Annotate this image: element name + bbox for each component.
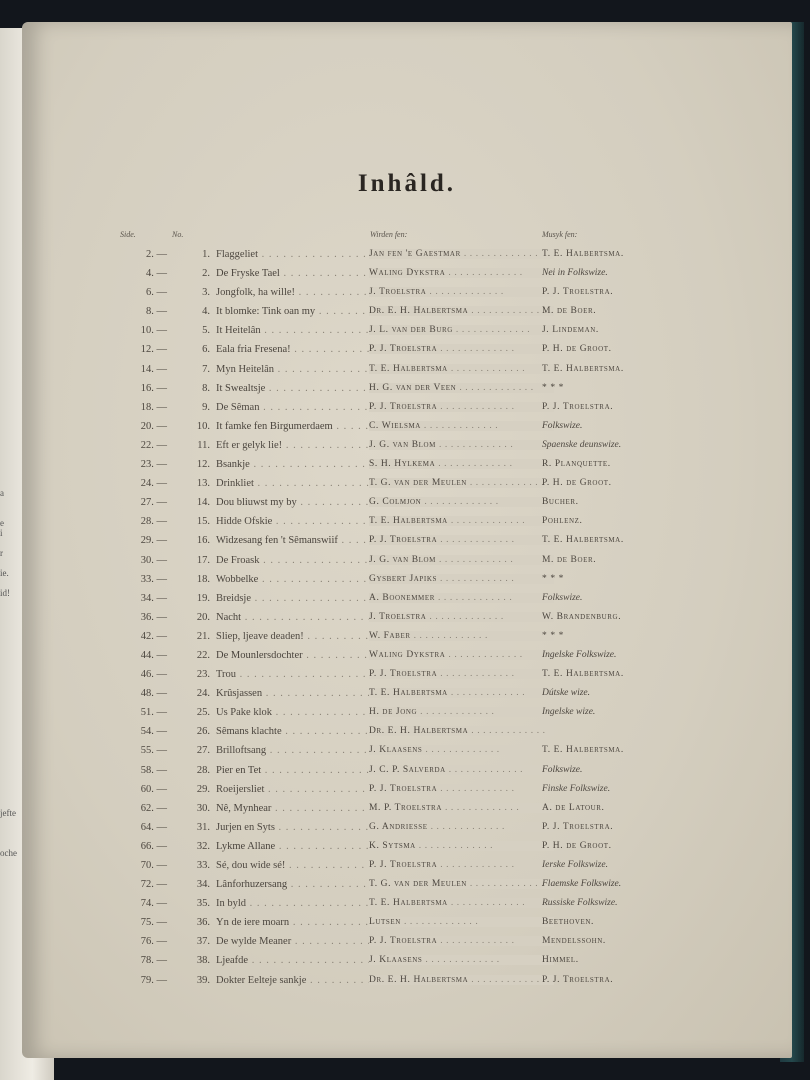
- toc-song-number: 1.: [202, 249, 210, 260]
- toc-page-number: 29. —: [140, 535, 167, 547]
- toc-composer: Finske Folkswize.: [542, 783, 611, 794]
- toc-page-number: 34. —: [140, 592, 167, 604]
- toc-composer: Ingelske wize.: [542, 707, 596, 718]
- toc-composer: M. de Boer.: [542, 306, 597, 317]
- toc-composer: R. Planquette.: [542, 459, 611, 470]
- toc-song-number: 9.: [202, 401, 210, 413]
- toc-song-title: Sé, dou wide sé! . . .: [216, 860, 376, 871]
- toc-song-title: Dou bliuwst my by . . .: [216, 497, 376, 508]
- toc-song-title: Jongfolk, ha wille! . . .: [216, 287, 376, 298]
- toc-lyricist: Dr. E. H. Halbertsma . . .: [369, 975, 554, 985]
- toc-lyricist: H. G. van der Veen . . .: [369, 383, 554, 393]
- toc-row: [22, 857, 792, 876]
- toc-lyricist: P. J. Troelstra . . .: [369, 535, 554, 545]
- toc-row: [22, 571, 792, 590]
- toc-song-title: Lânforhuzersang . . .: [216, 879, 376, 890]
- toc-composer: Dútske wize.: [542, 688, 591, 699]
- toc-song-number: 27.: [196, 745, 210, 757]
- toc-row: [22, 781, 792, 800]
- book-page: [22, 22, 792, 1058]
- toc-row: [22, 895, 792, 914]
- toc-row: [22, 666, 792, 685]
- toc-row: [22, 532, 792, 551]
- toc-row: [22, 838, 792, 857]
- left-page-fragment: oche: [0, 848, 17, 858]
- left-page-fragment: ie.: [0, 568, 9, 578]
- toc-row: [22, 647, 792, 666]
- toc-row: [22, 380, 792, 399]
- toc-row: [22, 361, 792, 380]
- toc-page-number: 55. —: [140, 745, 167, 757]
- toc-song-title: Trou . . .: [216, 669, 376, 680]
- toc-song-title: Us Pake klok . . .: [216, 707, 376, 718]
- toc-page-number: 22. —: [140, 439, 167, 451]
- toc-page-number: 75. —: [140, 917, 167, 929]
- toc-song-number: 29.: [196, 783, 210, 795]
- toc-page-number: 60. —: [140, 783, 167, 795]
- toc-row: [22, 590, 792, 609]
- toc-song-number: 18.: [196, 573, 210, 585]
- toc-song-title: Jurjen en Syts . . .: [216, 822, 376, 833]
- toc-song-number: 16.: [196, 535, 210, 547]
- toc-page-number: 20. —: [140, 420, 167, 432]
- toc-page-number: 24. —: [140, 478, 167, 490]
- toc-lyricist: T. G. van der Meulen . . .: [369, 478, 554, 488]
- toc-row: [22, 265, 792, 284]
- toc-page-number: 78. —: [140, 955, 167, 967]
- toc-song-number: 28.: [196, 764, 210, 776]
- toc-page-number: 27. —: [140, 497, 167, 509]
- toc-song-number: 13.: [196, 478, 210, 490]
- toc-composer: T. E. Halbertsma.: [542, 745, 624, 756]
- toc-page-number: 36. —: [140, 611, 167, 623]
- toc-row: [22, 819, 792, 838]
- toc-row: [22, 246, 792, 265]
- toc-composer: Spaenske deunswize.: [542, 439, 622, 450]
- toc-song-title: Yn de iere moarn . . .: [216, 917, 376, 928]
- toc-song-title: De Froask . . .: [216, 555, 376, 566]
- toc-song-number: 24.: [196, 688, 210, 700]
- toc-song-title: Roeijersliet . . .: [216, 784, 376, 795]
- toc-song-title: It Heitelân . . .: [216, 325, 376, 336]
- toc-composer: P. H. de Groot.: [542, 478, 612, 489]
- toc-song-title: Lykme Allane . . .: [216, 841, 376, 852]
- toc-row: [22, 914, 792, 933]
- toc-song-title: Myn Heitelân . . .: [216, 364, 376, 375]
- toc-page-number: 66. —: [140, 840, 167, 852]
- toc-song-number: 22.: [196, 649, 210, 661]
- toc-lyricist: T. E. Halbertsma . . .: [369, 364, 554, 374]
- toc-song-number: 37.: [196, 936, 210, 948]
- left-page-fragment: r: [0, 548, 3, 558]
- toc-composer: T. E. Halbertsma.: [542, 249, 624, 259]
- toc-song-number: 33.: [196, 860, 210, 871]
- toc-row: [22, 742, 792, 761]
- toc-composer: * * *: [542, 382, 564, 393]
- toc-lyricist: J. G. van Blom . . .: [369, 440, 554, 450]
- toc-row: [22, 322, 792, 341]
- toc-song-number: 10.: [196, 420, 210, 432]
- toc-row: [22, 952, 792, 971]
- toc-song-number: 25.: [196, 707, 210, 719]
- toc-page-number: 72. —: [140, 879, 167, 891]
- toc-lyricist: P. J. Troelstra . . .: [369, 669, 554, 679]
- toc-row: [22, 399, 792, 418]
- toc-song-title: Brilloftsang . . .: [216, 745, 376, 756]
- toc-page-number: 23. —: [140, 459, 167, 471]
- toc-page-number: 74. —: [140, 898, 167, 910]
- toc-page-number: 18. —: [140, 401, 167, 413]
- toc-composer: Bucher.: [542, 497, 579, 508]
- toc-song-title: De Sêman . . .: [216, 402, 376, 413]
- toc-song-title: Krûsjassen . . .: [216, 688, 376, 699]
- toc-composer: Folkswize.: [542, 420, 583, 431]
- toc-row: [22, 284, 792, 303]
- header-no: No.: [172, 230, 184, 239]
- toc-composer: * * *: [542, 573, 564, 584]
- toc-composer: Himmel.: [542, 955, 579, 966]
- toc-row: [22, 303, 792, 322]
- toc-page-number: 6. —: [146, 287, 167, 299]
- toc-song-title: Pier en Tet . . .: [216, 765, 376, 776]
- toc-song-title: It blomke: Tink oan my . . .: [216, 306, 376, 317]
- toc-row: [22, 341, 792, 360]
- toc-lyricist: Dr. E. H. Halbertsma . . .: [369, 306, 554, 316]
- toc-page-number: 48. —: [140, 688, 167, 700]
- toc-composer: P. J. Troelstra.: [542, 821, 614, 832]
- toc-page-number: 44. —: [140, 649, 167, 661]
- toc-song-number: 31.: [196, 821, 210, 833]
- toc-lyricist: T. G. van der Meulen . . .: [369, 879, 554, 889]
- toc-row: [22, 552, 792, 571]
- toc-song-number: 8.: [202, 382, 210, 394]
- toc-page-number: 8. —: [146, 306, 167, 318]
- toc-composer: J. Lindeman.: [542, 325, 599, 336]
- toc-song-number: 5.: [202, 325, 210, 337]
- toc-page-number: 64. —: [140, 821, 167, 833]
- toc-composer: A. de Latour.: [542, 802, 605, 813]
- toc-composer: W. Brandenburg.: [542, 611, 622, 622]
- toc-page-number: 2. —: [146, 249, 167, 260]
- header-words: Wirden fen:: [370, 230, 408, 239]
- toc-page-number: 4. —: [146, 268, 167, 280]
- toc-composer: Ingelske Folkswize.: [542, 649, 617, 660]
- toc-page-number: 14. —: [140, 363, 167, 375]
- toc-song-title: In byld . . .: [216, 898, 376, 909]
- toc-row: [22, 456, 792, 475]
- toc-page-number: 33. —: [140, 573, 167, 585]
- toc-page-number: 51. —: [140, 707, 167, 719]
- toc-row: [22, 418, 792, 437]
- toc-row: [22, 876, 792, 895]
- toc-composer: Mendelssohn.: [542, 936, 606, 947]
- toc-page-number: 62. —: [140, 802, 167, 814]
- toc-song-title: It Swealtsje . . .: [216, 383, 376, 394]
- toc-composer: Flaemske Folkswize.: [542, 879, 622, 890]
- toc-song-title: Eala fria Fresena! . . .: [216, 344, 376, 355]
- toc-composer: Folkswize.: [542, 764, 583, 775]
- toc-page-number: 12. —: [140, 344, 167, 356]
- toc-lyricist: A. Boonemmer . . .: [369, 593, 554, 603]
- toc-composer: M. de Boer.: [542, 554, 597, 565]
- toc-row: [22, 800, 792, 819]
- toc-composer: Pohlenz.: [542, 516, 583, 527]
- toc-row: [22, 437, 792, 456]
- toc-row: [22, 475, 792, 494]
- toc-song-number: 7.: [202, 363, 210, 375]
- toc-song-number: 23.: [196, 669, 210, 681]
- toc-song-number: 38.: [196, 955, 210, 967]
- toc-page-number: 70. —: [140, 860, 167, 871]
- toc-song-title: Bsankje . . .: [216, 459, 376, 470]
- toc-row: [22, 723, 792, 742]
- left-page-fragment: i: [0, 528, 3, 538]
- left-page-fragment: id!: [0, 588, 10, 598]
- toc-lyricist: J. Troelstra . . .: [369, 612, 554, 622]
- table-of-contents: [22, 246, 792, 991]
- toc-lyricist: S. H. Hylkema . . .: [369, 459, 554, 469]
- toc-lyricist: Jan fen 'e Gaestmar . . .: [369, 249, 554, 259]
- page-title: Inhâld.: [357, 170, 457, 197]
- toc-song-number: 20.: [196, 611, 210, 623]
- toc-lyricist: P. J. Troelstra . . .: [369, 936, 554, 946]
- toc-song-title: Nacht . . .: [216, 612, 376, 623]
- toc-lyricist: W. Faber . . .: [369, 631, 554, 641]
- toc-song-number: 12.: [196, 459, 210, 471]
- toc-composer: Russiske Folkswize.: [542, 898, 618, 909]
- toc-row: [22, 704, 792, 723]
- toc-lyricist: P. J. Troelstra . . .: [369, 344, 554, 354]
- toc-lyricist: Waling Dykstra . . .: [369, 650, 554, 660]
- toc-lyricist: Waling Dykstra . . .: [369, 268, 554, 278]
- toc-lyricist: Gysbert Japiks . . .: [369, 574, 554, 584]
- toc-song-number: 11.: [197, 439, 210, 451]
- toc-song-title: Widzesang fen 't Sêmanswiif . . .: [216, 535, 376, 546]
- header-side: Side.: [120, 230, 136, 239]
- toc-row: [22, 762, 792, 781]
- toc-lyricist: K. Sytsma . . .: [369, 841, 554, 851]
- toc-song-number: 4.: [202, 306, 210, 318]
- toc-row: [22, 685, 792, 704]
- toc-song-number: 26.: [196, 726, 210, 738]
- toc-song-number: 30.: [196, 802, 210, 814]
- toc-page-number: 10. —: [140, 325, 167, 337]
- toc-lyricist: G. Andriesse . . .: [369, 822, 554, 832]
- toc-lyricist: P. J. Troelstra . . .: [369, 784, 554, 794]
- toc-song-number: 17.: [196, 554, 210, 566]
- toc-lyricist: G. Colmjon . . .: [369, 497, 554, 507]
- toc-song-title: De Fryske Tael . . .: [216, 268, 376, 279]
- toc-song-title: Sêmans klachte . . .: [216, 726, 376, 737]
- toc-song-title: Eft er gelyk lie! . . .: [216, 440, 376, 451]
- toc-lyricist: Lutsen . . .: [369, 917, 554, 927]
- toc-song-number: 39.: [196, 974, 210, 986]
- left-page-fragment: a: [0, 488, 4, 498]
- toc-song-number: 21.: [196, 630, 210, 642]
- toc-composer: Ierske Folkswize.: [542, 860, 608, 870]
- toc-lyricist: J. Klaasens . . .: [369, 955, 554, 965]
- toc-song-title: Breidsje . . .: [216, 593, 376, 604]
- toc-page-number: 46. —: [140, 669, 167, 681]
- toc-song-title: Dokter Eelteje sankje . . .: [216, 975, 376, 986]
- toc-page-number: 58. —: [140, 764, 167, 776]
- toc-row: [22, 609, 792, 628]
- toc-lyricist: T. E. Halbertsma . . .: [369, 898, 554, 908]
- toc-song-number: 36.: [196, 917, 210, 929]
- toc-page-number: 76. —: [140, 936, 167, 948]
- toc-lyricist: H. de Jong . . .: [369, 707, 554, 717]
- toc-song-number: 6.: [202, 344, 210, 356]
- toc-composer: T. E. Halbertsma.: [542, 535, 624, 546]
- toc-song-title: Ljeafde . . .: [216, 955, 376, 966]
- toc-song-number: 34.: [196, 879, 210, 891]
- toc-composer: P. H. de Groot.: [542, 840, 612, 851]
- left-page-fragment: e: [0, 518, 4, 528]
- toc-lyricist: T. E. Halbertsma . . .: [369, 516, 554, 526]
- toc-song-number: 15.: [196, 516, 210, 528]
- toc-song-title: It famke fen Birgumerdaem . . .: [216, 421, 376, 432]
- left-page-fragment: jefte: [0, 808, 16, 818]
- toc-composer: Nei in Folkswize.: [542, 268, 608, 279]
- toc-lyricist: J. C. P. Salverda . . .: [369, 765, 554, 775]
- toc-lyricist: P. J. Troelstra . . .: [369, 860, 554, 870]
- header-music: Musyk fen:: [542, 230, 578, 239]
- toc-page-number: 42. —: [140, 630, 167, 642]
- toc-lyricist: Dr. E. H. Halbertsma . . .: [369, 726, 554, 736]
- toc-song-number: 35.: [196, 898, 210, 910]
- toc-lyricist: J. Troelstra . . .: [369, 287, 554, 297]
- toc-row: [22, 513, 792, 532]
- toc-row: [22, 933, 792, 952]
- toc-song-title: De wylde Meaner . . .: [216, 936, 376, 947]
- toc-song-title: Flaggeliet . . .: [216, 249, 376, 260]
- toc-composer: Folkswize.: [542, 592, 583, 603]
- toc-song-title: Sliep, ljeave deaden! . . .: [216, 631, 376, 642]
- toc-song-number: 14.: [196, 497, 210, 509]
- toc-composer: Beethoven.: [542, 917, 595, 928]
- toc-lyricist: J. G. van Blom . . .: [369, 555, 554, 565]
- toc-page-number: 54. —: [140, 726, 167, 738]
- toc-page-number: 28. —: [140, 516, 167, 528]
- toc-song-title: Hidde Ofskie . . .: [216, 516, 376, 527]
- toc-composer: * * *: [542, 630, 564, 641]
- toc-lyricist: J. Klaasens . . .: [369, 745, 554, 755]
- toc-composer: P. J. Troelstra.: [542, 287, 614, 298]
- toc-row: [22, 494, 792, 513]
- toc-page-number: 30. —: [140, 554, 167, 566]
- toc-page-number: 79. —: [140, 974, 167, 986]
- toc-song-number: 19.: [196, 592, 210, 604]
- toc-song-number: 3.: [202, 287, 210, 299]
- toc-song-title: De Mounlersdochter . . .: [216, 650, 376, 661]
- toc-page-number: 16. —: [140, 382, 167, 394]
- toc-composer: P. H. de Groot.: [542, 344, 612, 355]
- toc-lyricist: J. L. van der Burg . . .: [369, 325, 554, 335]
- toc-song-number: 2.: [202, 268, 210, 280]
- toc-song-title: Drinkliet . . .: [216, 478, 376, 489]
- toc-song-title: Nê, Mynhear . . .: [216, 803, 376, 814]
- toc-lyricist: C. Wielsma . . .: [369, 421, 554, 431]
- toc-lyricist: M. P. Troelstra . . .: [369, 803, 554, 813]
- toc-row: [22, 972, 792, 991]
- toc-song-number: 32.: [196, 840, 210, 852]
- toc-composer: P. J. Troelstra.: [542, 401, 614, 412]
- toc-song-title: Wobbelke . . .: [216, 574, 376, 585]
- toc-lyricist: P. J. Troelstra . . .: [369, 402, 554, 412]
- toc-lyricist: T. E. Halbertsma . . .: [369, 688, 554, 698]
- toc-composer: T. E. Halbertsma.: [542, 363, 624, 374]
- toc-composer: P. J. Troelstra.: [542, 974, 614, 985]
- toc-composer: T. E. Halbertsma.: [542, 669, 624, 680]
- toc-row: [22, 628, 792, 647]
